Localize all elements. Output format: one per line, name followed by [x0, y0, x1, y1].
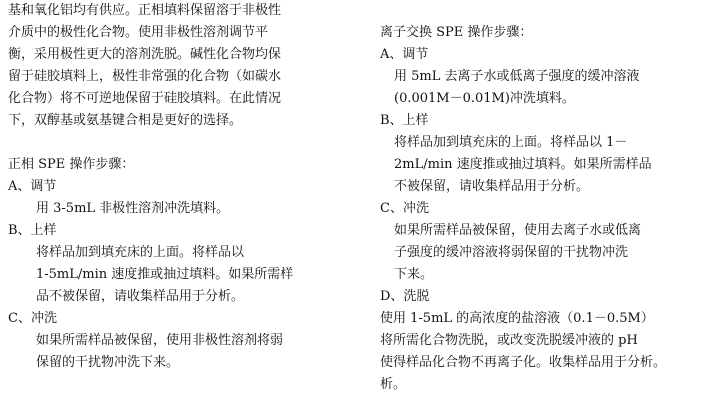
intro-line: 基和氧化铝均有供应。正相填料保留溶于非极性: [8, 3, 282, 18]
step-text: 用 5mL 去离子水或低离子强度的缓冲溶液: [394, 69, 640, 84]
paragraph-gap: [8, 132, 338, 154]
intro-line: 下，双醇基或氨基键合相是更好的选择。: [8, 113, 243, 128]
step-text: 1-5mL/min 速度推或抽过填料。如果所需样: [36, 267, 294, 282]
step-label: B、上样: [8, 223, 57, 238]
step-text: (0.001M－0.01M)冲洗填料。: [394, 91, 575, 106]
step-text: 使用 1-5mL 的高浓度的盐溶液（0.1－0.5M）: [380, 311, 654, 326]
step-text: 如果所需样品被保留，使用去离子水或低离: [394, 223, 642, 238]
intro-line: 化合物）将不可逆地保留于硅胶填料。在此情况: [8, 91, 282, 106]
step-label: D、洗脱: [380, 289, 430, 304]
right-column: [380, 0, 692, 396]
step-text: 如果所需样品被保留，使用非极性溶剂将弱: [36, 333, 284, 348]
step-text: 保留的干扰物冲洗下来。: [36, 355, 180, 370]
step-text: 用 3-5mL 非极性溶剂冲洗填料。: [36, 201, 230, 216]
step-text: 将样品加到填充床的上面。将样品以: [36, 245, 245, 260]
intro-line: 留于硅胶填料上，极性非常强的化合物（如碳水: [8, 69, 282, 84]
step-text: 品不被保留，请收集样品用于分析。: [36, 289, 245, 304]
step-label: A、调节: [8, 179, 57, 194]
section-heading: 离子交换 SPE 操作步骤：: [380, 25, 533, 40]
step-label: A、调节: [380, 47, 429, 62]
step-text: 将样品加到填充床的上面。将样品以 1－: [394, 135, 628, 150]
section-heading: 正相 SPE 操作步骤：: [8, 157, 135, 172]
step-text: 不被保留，请收集样品用于分析。: [394, 179, 590, 194]
step-text: 2mL/min 速度推或抽过填料。如果所需样品: [394, 157, 652, 172]
step-text: 将所需化合物洗脱，或改变洗脱缓冲液的 pH: [380, 333, 638, 348]
top-gap: [380, 0, 692, 22]
step-label: C、冲洗: [8, 311, 57, 326]
step-label: B、上样: [380, 113, 429, 128]
step-text: 子强度的缓冲溶液将弱保留的干扰物冲洗: [394, 245, 629, 260]
intro-line: 衡，采用极性更大的溶剂洗脱。碱性化合物均保: [8, 47, 282, 62]
step-label: C、冲洗: [380, 201, 429, 216]
intro-line: 介质中的极性化合物。使用非极性溶剂调节平: [8, 25, 269, 40]
step-text: 使得样品化合物不再离子化。收集样品用于分析。: [380, 355, 667, 370]
step-text: 下来。: [394, 267, 434, 282]
step-text: 析。: [380, 377, 407, 392]
left-column: [8, 0, 338, 374]
